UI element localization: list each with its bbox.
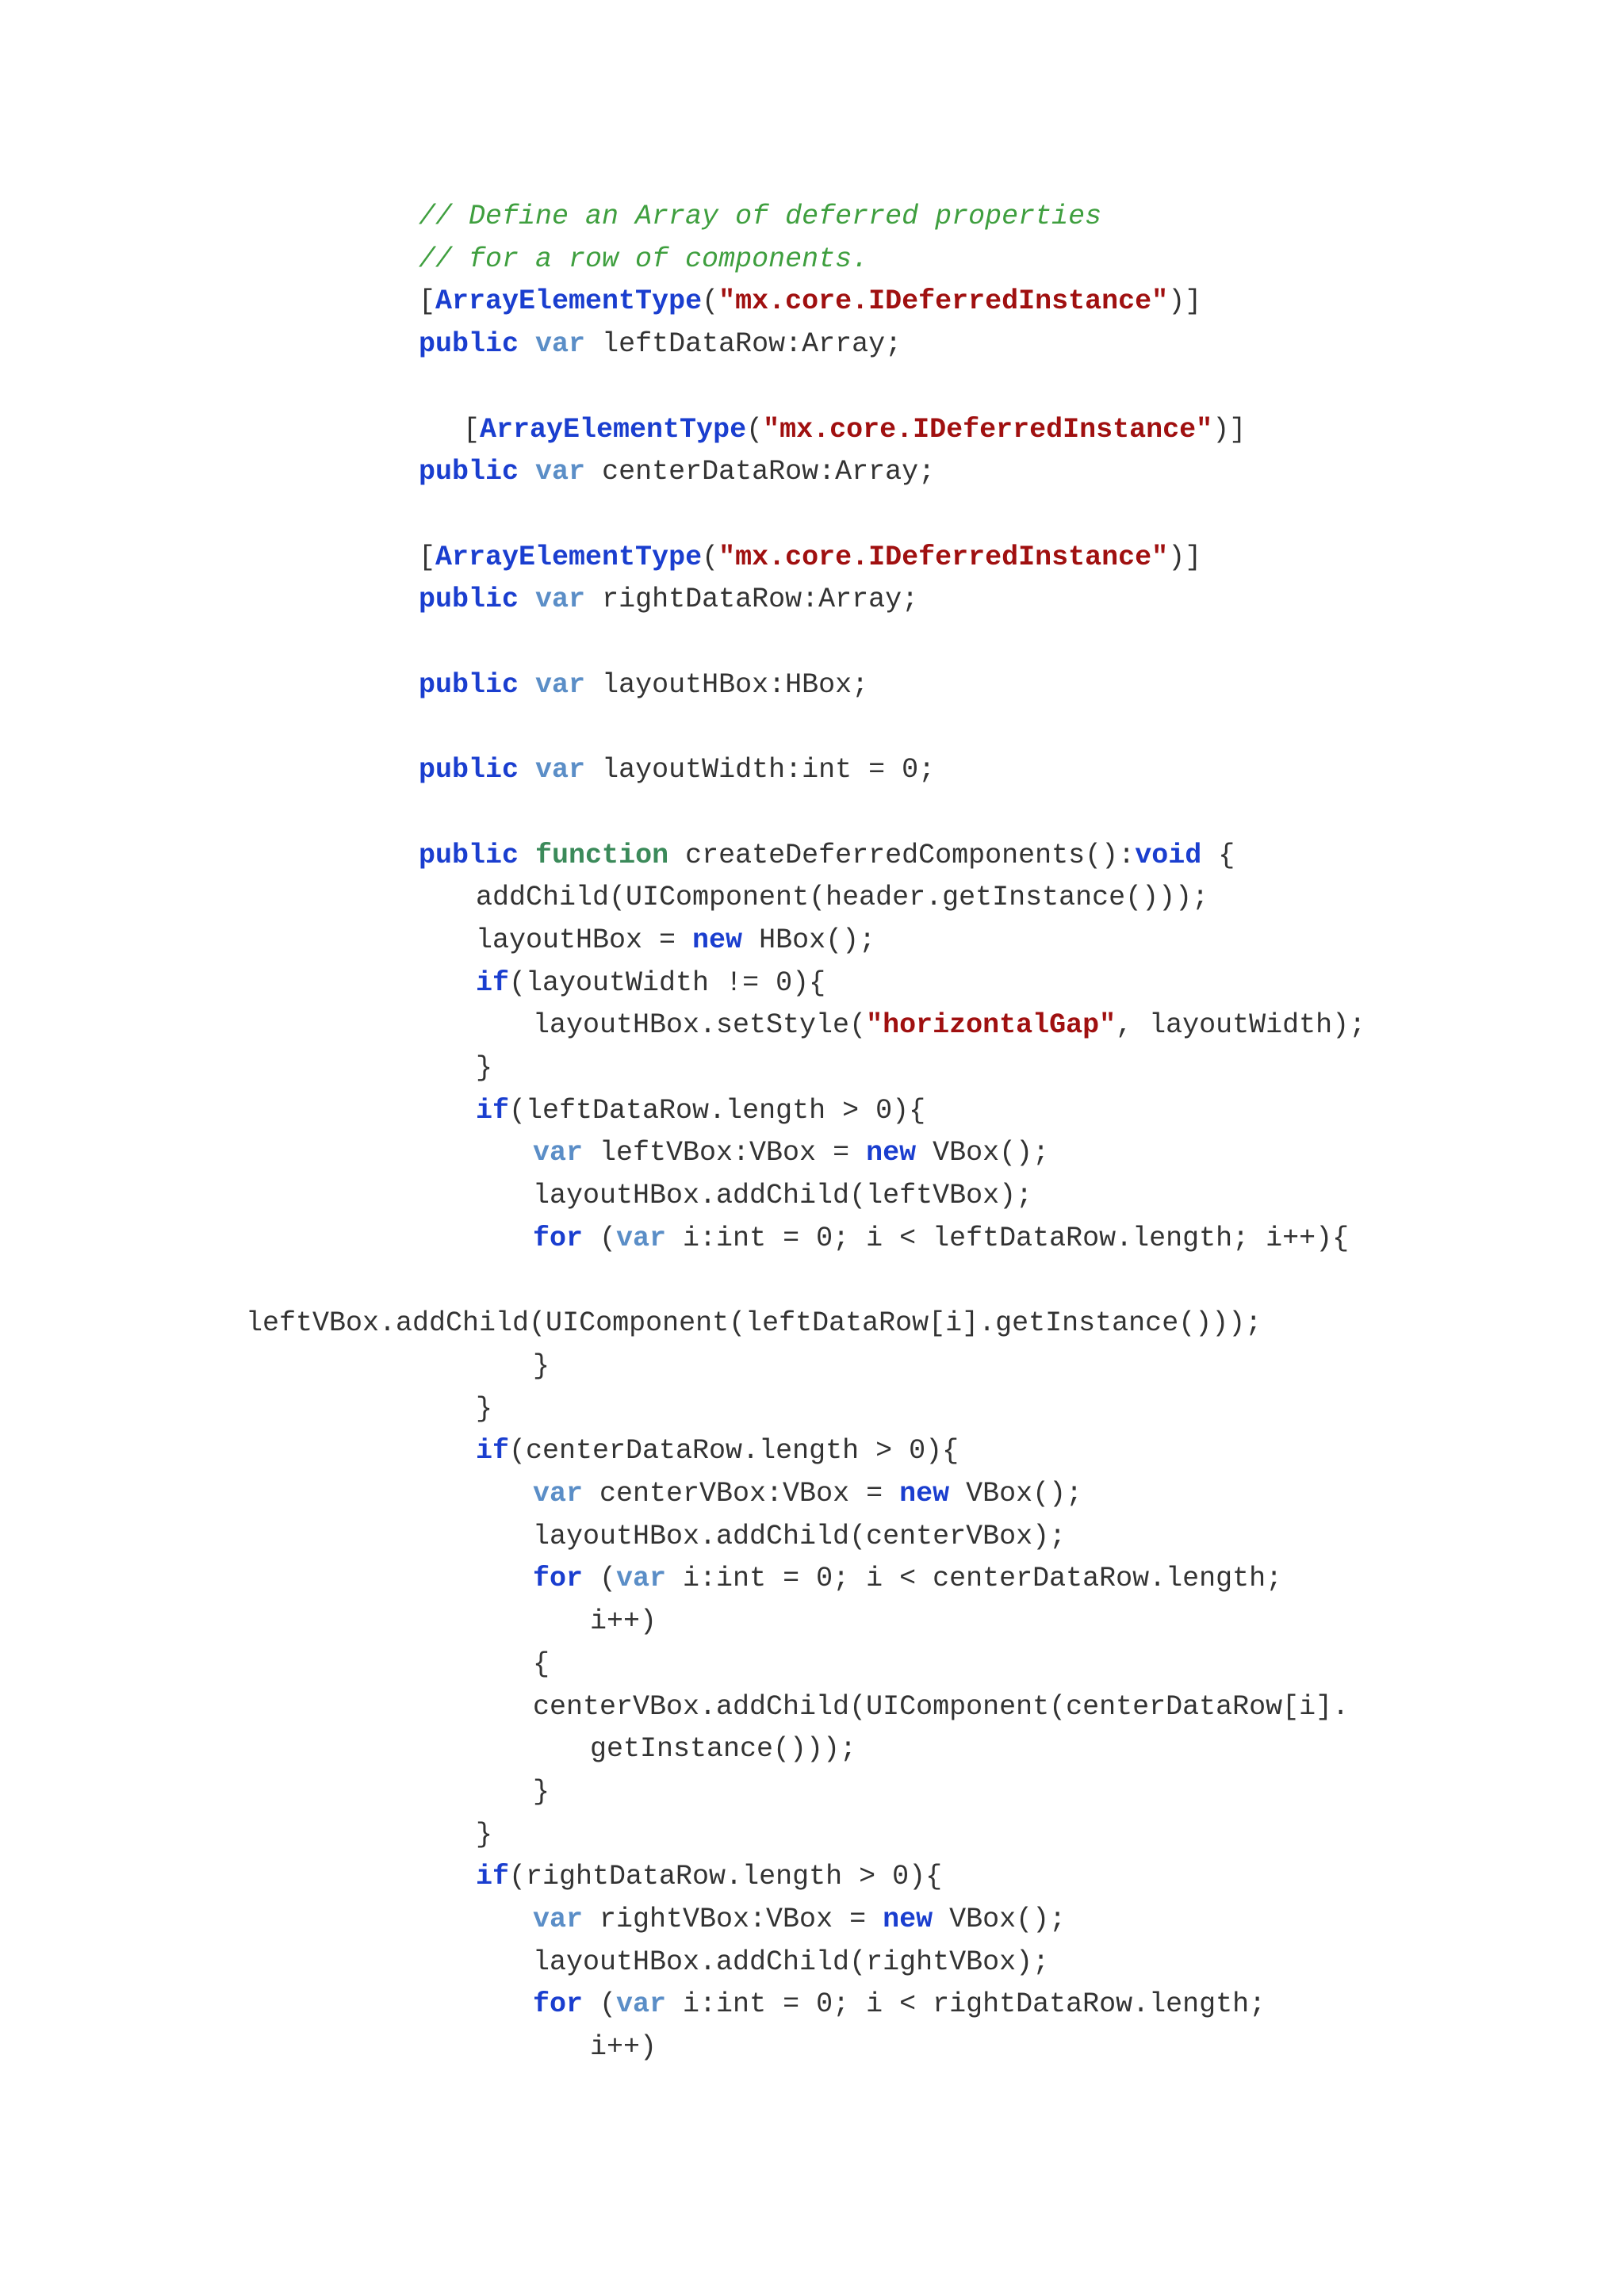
code-token: function xyxy=(535,839,669,871)
code-token: public xyxy=(419,668,519,701)
code-token: [ xyxy=(419,285,436,318)
code-token: var xyxy=(533,1904,584,1935)
code-token: rightDataRow:Array; xyxy=(585,584,919,616)
code-line xyxy=(419,834,1235,877)
code-line xyxy=(419,280,1201,323)
code-token: layoutHBox.setStyle( xyxy=(533,1009,867,1042)
code-token: if xyxy=(476,1861,510,1893)
code-line xyxy=(533,1643,550,1686)
code-line xyxy=(533,1686,1349,1728)
code-token: ArrayElementType xyxy=(435,285,703,318)
code-token: leftVBox:VBox = xyxy=(583,1137,867,1169)
code-line xyxy=(476,1387,492,1430)
code-line xyxy=(419,578,918,621)
code-token: HBox(); xyxy=(742,924,876,956)
code-token: void xyxy=(1135,839,1202,871)
code-token: )] xyxy=(1168,285,1202,318)
code-token: var xyxy=(535,456,586,488)
code-token xyxy=(519,669,535,701)
code-token: (leftDataRow.length > 0){ xyxy=(509,1094,926,1127)
code-line xyxy=(476,919,875,962)
code-line xyxy=(246,1302,1262,1345)
code-line xyxy=(533,1217,1349,1260)
code-token: centerVBox:VBox = xyxy=(583,1478,900,1510)
code-token: createDeferredComponents(): xyxy=(668,839,1136,871)
code-line xyxy=(476,1089,925,1132)
code-token: new xyxy=(899,1478,950,1510)
code-token: (centerDataRow.length > 0){ xyxy=(509,1435,959,1468)
code-line xyxy=(419,536,1201,579)
code-token: new xyxy=(883,1904,933,1935)
code-token: ( xyxy=(583,1988,617,2021)
code-token: )] xyxy=(1168,541,1202,573)
code-line xyxy=(476,1855,942,1898)
code-token: var xyxy=(533,1137,584,1169)
code-line xyxy=(419,195,1101,238)
code-token xyxy=(519,584,535,615)
code-token: } xyxy=(476,1392,493,1425)
code-token: centerDataRow:Array; xyxy=(585,456,936,488)
code-token: i++) xyxy=(590,2031,657,2064)
code-token: "mx.core.IDeferredInstance" xyxy=(718,541,1169,573)
code-token: public xyxy=(419,754,519,786)
code-token: rightVBox:VBox = xyxy=(583,1904,883,1935)
code-token: public xyxy=(419,456,519,488)
code-token: ( xyxy=(583,1563,617,1595)
code-token: { xyxy=(1201,839,1235,871)
code-token: leftVBox.addChild(UIComponent(leftDataRow[i].getInstance())); xyxy=(246,1307,1262,1340)
code-token: } xyxy=(533,1349,550,1382)
code-token: if xyxy=(476,1435,510,1468)
code-token: var xyxy=(535,754,586,786)
code-token: } xyxy=(476,1052,493,1084)
code-token: ( xyxy=(702,541,719,573)
code-token: { xyxy=(533,1647,550,1680)
code-token: for xyxy=(533,1988,584,2021)
code-token: [ xyxy=(419,541,436,573)
code-token xyxy=(519,328,535,360)
code-token: var xyxy=(535,328,586,361)
code-line xyxy=(533,1941,1049,1984)
code-line xyxy=(419,238,868,281)
code-token: var xyxy=(535,668,586,701)
code-token: i:int = 0; i < rightDataRow.length; xyxy=(666,1988,1266,2021)
code-line xyxy=(476,1813,492,1856)
code-token: VBox(); xyxy=(916,1137,1050,1169)
code-token: )] xyxy=(1212,413,1247,446)
code-token: public xyxy=(419,328,519,361)
code-token: VBox(); xyxy=(933,1904,1067,1935)
code-token: i++) xyxy=(590,1605,657,1638)
code-token: VBox(); xyxy=(949,1478,1083,1510)
code-token: if xyxy=(476,966,510,999)
code-token: var xyxy=(616,1222,667,1254)
code-token: public xyxy=(419,584,519,616)
code-line xyxy=(533,1515,1066,1558)
code-token: ( xyxy=(746,413,764,446)
code-line xyxy=(533,1983,1266,2026)
code-line xyxy=(533,1472,1082,1515)
code-token: layoutHBox:HBox; xyxy=(585,668,869,701)
code-line xyxy=(590,1600,657,1643)
code-token xyxy=(519,840,535,871)
code-line xyxy=(476,1047,492,1089)
code-line xyxy=(590,1728,856,1770)
code-line xyxy=(419,450,935,493)
code-line xyxy=(419,323,902,365)
code-line xyxy=(590,2026,657,2068)
code-line xyxy=(476,876,1208,919)
code-token: new xyxy=(692,924,743,956)
code-line xyxy=(533,1770,550,1813)
code-line xyxy=(533,1345,550,1387)
code-token: i:int = 0; i < centerDataRow.length; xyxy=(666,1563,1283,1595)
code-token: for xyxy=(533,1222,584,1254)
code-token: } xyxy=(476,1818,493,1850)
code-token: layoutHBox.addChild(rightVBox); xyxy=(533,1946,1050,1978)
code-token: "horizontalGap" xyxy=(866,1009,1116,1042)
code-token: new xyxy=(866,1137,917,1169)
code-token: layoutHBox.addChild(leftVBox); xyxy=(533,1180,1033,1212)
code-token: public xyxy=(419,839,519,871)
code-line xyxy=(463,408,1246,451)
code-token: layoutHBox.addChild(centerVBox); xyxy=(533,1520,1067,1552)
code-token: var xyxy=(535,584,586,616)
code-token: ArrayElementType xyxy=(480,413,747,446)
code-line xyxy=(533,1004,1365,1047)
code-line xyxy=(533,1898,1066,1941)
code-token: // Define an Array of deferred properties xyxy=(419,201,1102,232)
code-token: for xyxy=(533,1563,584,1595)
code-token: centerVBox.addChild(UIComponent(centerDataRow[i]. xyxy=(533,1690,1350,1723)
code-token: var xyxy=(616,1563,667,1595)
code-token: // for a row of components. xyxy=(419,243,869,275)
code-line xyxy=(476,962,825,1004)
code-line xyxy=(419,748,935,791)
code-token: leftDataRow:Array; xyxy=(585,328,902,361)
code-token: layoutHBox = xyxy=(476,924,693,956)
code-token: ( xyxy=(583,1222,617,1254)
code-line xyxy=(533,1557,1282,1600)
code-token: (layoutWidth != 0){ xyxy=(509,966,826,999)
code-token xyxy=(519,456,535,488)
code-token: var xyxy=(616,1988,667,2021)
code-token: (rightDataRow.length > 0){ xyxy=(509,1861,943,1893)
code-token: getInstance())); xyxy=(590,1733,857,1766)
code-line xyxy=(476,1429,959,1472)
code-line xyxy=(533,1131,1049,1174)
code-token: [ xyxy=(463,413,481,446)
code-line xyxy=(533,1174,1032,1217)
code-token: } xyxy=(533,1775,550,1808)
code-token: if xyxy=(476,1094,510,1127)
code-token: layoutWidth:int = 0; xyxy=(585,754,936,786)
code-line xyxy=(419,664,868,706)
code-token: i:int = 0; i < leftDataRow.length; i++){ xyxy=(666,1222,1350,1254)
code-token xyxy=(519,754,535,786)
code-token: var xyxy=(533,1478,584,1510)
code-token: addChild(UIComponent(header.getInstance())); xyxy=(476,882,1209,914)
code-token: ArrayElementType xyxy=(435,541,703,573)
code-token: ( xyxy=(702,285,719,318)
code-token: , layoutWidth); xyxy=(1116,1009,1366,1042)
code-token: "mx.core.IDeferredInstance" xyxy=(763,413,1213,446)
code-token: "mx.core.IDeferredInstance" xyxy=(718,285,1169,318)
